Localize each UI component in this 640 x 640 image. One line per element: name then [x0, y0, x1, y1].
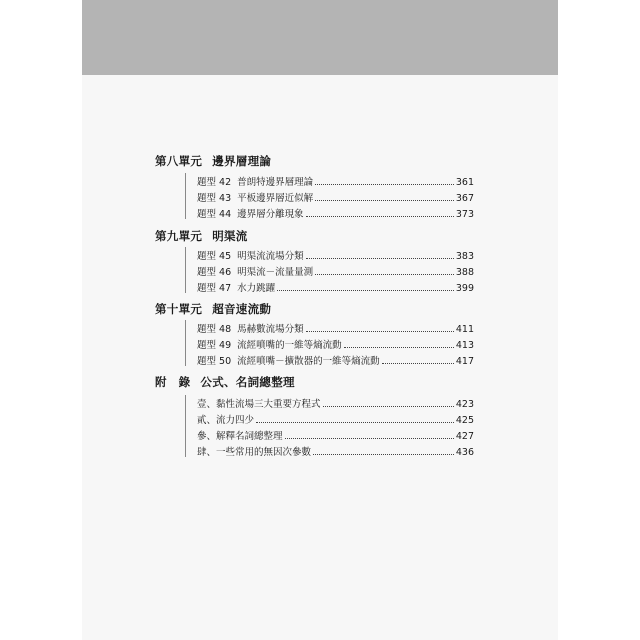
section-number: 第九單元	[155, 229, 203, 243]
section-heading	[155, 228, 248, 244]
section-heading	[155, 153, 271, 169]
toc-entry[interactable]	[197, 206, 474, 220]
entry-title: 壹、黏性流場三大重要方程式	[197, 399, 321, 410]
entry-page: 413	[455, 340, 474, 351]
entry-title: 馬赫數流場分類	[237, 324, 304, 335]
entry-page: 373	[455, 209, 474, 220]
section-number: 第十單元	[155, 302, 203, 316]
entry-type: 題型 49	[197, 340, 232, 351]
entry-title: 明渠流－流量量測	[237, 267, 314, 278]
toc-entry[interactable]	[197, 248, 474, 262]
toc-entry[interactable]	[197, 396, 474, 410]
entry-title: 明渠流流場分類	[237, 251, 304, 262]
toc-entry[interactable]	[197, 280, 474, 294]
entry-type: 題型 45	[197, 251, 232, 262]
dot-leader	[256, 414, 454, 423]
entry-page: 383	[455, 251, 474, 262]
entry-page: 411	[455, 324, 474, 335]
entry-type: 題型 43	[197, 193, 232, 204]
toc-entry[interactable]	[197, 264, 474, 278]
entry-page: 367	[455, 193, 474, 204]
entry-page: 361	[455, 177, 474, 188]
dot-leader	[382, 355, 454, 364]
entry-page: 427	[455, 431, 474, 442]
entry-title: 水力跳躍	[237, 283, 276, 294]
section-title: 超音速流動	[212, 302, 272, 316]
entry-title: 肆、一些常用的無因次參數	[197, 447, 312, 458]
toc-entry[interactable]	[197, 174, 474, 188]
entry-title: 參、解釋名詞總整理	[197, 431, 283, 442]
dot-leader	[306, 323, 454, 332]
section-rule	[185, 173, 186, 219]
toc-entry[interactable]	[197, 444, 474, 458]
entry-title: 邊界層分離現象	[237, 209, 304, 220]
entry-type: 題型 50	[197, 356, 232, 367]
section-number: 附 錄	[155, 375, 191, 389]
section-heading	[155, 301, 271, 317]
section-title: 明渠流	[212, 229, 248, 243]
entry-page: 423	[455, 399, 474, 410]
entry-title: 普朗特邊界層理論	[237, 177, 314, 188]
section-heading	[155, 374, 295, 390]
dot-leader	[285, 430, 454, 439]
entry-page: 399	[455, 283, 474, 294]
dot-leader	[315, 176, 454, 185]
entry-type: 題型 47	[197, 283, 232, 294]
dot-leader	[313, 446, 454, 455]
section-rule	[185, 247, 186, 293]
toc-entry[interactable]	[197, 337, 474, 351]
entry-type: 題型 46	[197, 267, 232, 278]
dot-leader	[323, 398, 454, 407]
entry-page: 417	[455, 356, 474, 367]
toc-entry[interactable]	[197, 190, 474, 204]
dot-leader	[306, 250, 454, 259]
entry-title: 貳、流力四少	[197, 415, 255, 426]
entry-page: 425	[455, 415, 474, 426]
toc-entry[interactable]	[197, 321, 474, 335]
dot-leader	[306, 208, 454, 217]
entry-type: 題型 42	[197, 177, 232, 188]
dot-leader	[315, 266, 454, 275]
entry-title: 流經噴嘴的一維等熵流動	[237, 340, 342, 351]
dot-leader	[277, 282, 454, 291]
toc-entry[interactable]	[197, 353, 474, 367]
dot-leader	[344, 339, 454, 348]
section-title: 邊界層理論	[212, 154, 272, 168]
entry-type: 題型 44	[197, 209, 232, 220]
section-rule	[185, 320, 186, 366]
entry-type: 題型 48	[197, 324, 232, 335]
document-page	[82, 0, 558, 640]
toc-entry[interactable]	[197, 412, 474, 426]
section-number: 第八單元	[155, 154, 203, 168]
entry-page: 436	[455, 447, 474, 458]
section-title: 公式、名詞總整理	[200, 375, 295, 389]
dot-leader	[315, 192, 454, 201]
section-rule	[185, 395, 186, 457]
entry-page: 388	[455, 267, 474, 278]
entry-title: 流經噴嘴－擴散器的一維等熵流動	[237, 356, 380, 367]
page-header-band	[82, 0, 558, 75]
toc-entry[interactable]	[197, 428, 474, 442]
entry-title: 平板邊界層近似解	[237, 193, 314, 204]
